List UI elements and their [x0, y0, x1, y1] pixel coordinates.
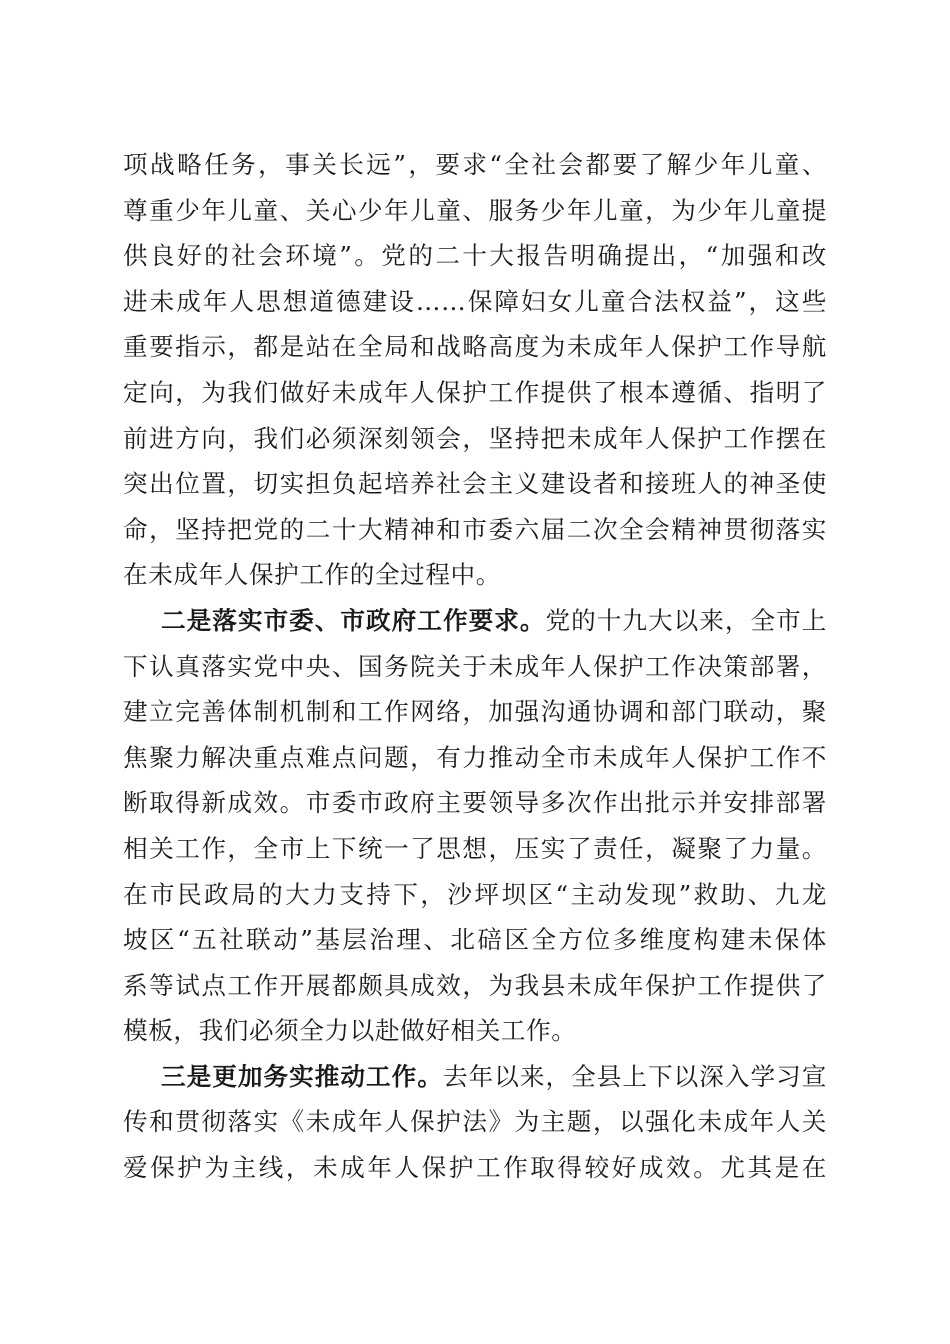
paragraph-first-line: [123, 1054, 827, 1100]
paragraph-line: 进未成年人思想道德建设……保障妇女儿童合法权益”，这些: [123, 286, 827, 316]
paragraph-first-line-text: 党的十九大以来，全市上: [545, 605, 827, 635]
paragraph-line: 定向，为我们做好未成年人保护工作提供了根本遵循、指明了: [123, 377, 827, 407]
paragraph-line: 项战略任务，事关长远”，要求“全社会都要了解少年儿童、: [123, 150, 827, 179]
paragraph-heading: 三是更加务实推动工作。: [161, 1061, 443, 1091]
paragraph-line: 相关工作，全市上下统一了思想，压实了责任，凝聚了力量。: [123, 833, 827, 863]
paragraph-line: 突出位置，切实担负起培养社会主义建设者和接班人的神圣使: [123, 469, 827, 499]
paragraph-heading: 二是落实市委、市政府工作要求。: [161, 605, 546, 635]
paragraph-line: 在未成年人保护工作的全过程中。: [123, 560, 501, 590]
paragraph-line: 模板，我们必须全力以赴做好相关工作。: [123, 1016, 577, 1046]
paragraph-line: 传和贯彻落实《未成年人保护法》为主题，以强化未成年人关: [123, 1107, 827, 1137]
document-body: [123, 142, 827, 1191]
paragraph-line: 前进方向，我们必须深刻领会，坚持把未成年人保护工作摆在: [123, 423, 827, 453]
paragraph-line: 建立完善体制机制和工作网络，加强沟通协调和部门联动，聚: [123, 697, 827, 727]
paragraph-line: 命，坚持把党的二十大精神和市委六届二次全会精神贯彻落实: [123, 514, 827, 544]
paragraph-line: 系等试点工作开展都颇具成效，为我县未成年保护工作提供了: [123, 970, 827, 1000]
paragraph-first-line-text: 去年以来，全县上下以深入学习宣: [442, 1061, 827, 1091]
paragraph-line: 断取得新成效。市委市政府主要领导多次作出批示并安排部署: [123, 788, 827, 818]
paragraph-line: 坡区“五社联动”基层治理、北碚区全方位多维度构建未保体: [123, 925, 827, 955]
paragraph-line: 重要指示，都是站在全局和战略高度为未成年人保护工作导航: [123, 332, 827, 362]
paragraph-line: 供良好的社会环境”。党的二十大报告明确提出，“加强和改: [123, 241, 827, 271]
paragraph-line: 下认真落实党中央、国务院关于未成年人保护工作决策部署，: [123, 651, 827, 681]
paragraph-first-line: [123, 598, 827, 644]
paragraph-line: 尊重少年儿童、关心少年儿童、服务少年儿童，为少年儿童提: [123, 195, 827, 225]
paragraph-line: 在市民政局的大力支持下，沙坪坝区“主动发现”救助、九龙: [123, 879, 827, 909]
paragraph-line: 焦聚力解决重点难点问题，有力推动全市未成年人保护工作不: [123, 742, 827, 772]
paragraph-line: 爱保护为主线，未成年人保护工作取得较好成效。尤其是在: [123, 1153, 827, 1183]
